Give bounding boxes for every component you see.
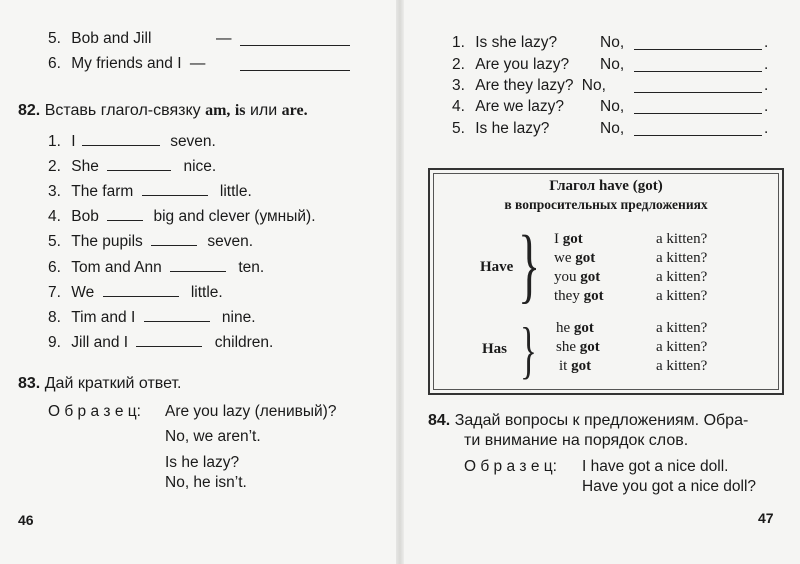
dash: — [216, 30, 232, 47]
item-text: ten. [238, 259, 265, 276]
subject: we [554, 250, 572, 266]
has-row-1-object: a kitten? [656, 320, 708, 336]
ex83-sample-line-3: Is he lazy? [165, 454, 240, 471]
answer-blank[interactable] [634, 57, 762, 72]
item-text: little. [219, 183, 252, 200]
instruction-text: Задай вопросы к предложениям. Обра- [454, 412, 749, 429]
instruction-text: Вставь глагол-связку [44, 102, 201, 119]
answer-blank[interactable] [240, 56, 350, 71]
ex82-item-5 [48, 231, 253, 252]
verb: got [575, 250, 596, 266]
item-number: 2. [452, 56, 465, 73]
keyword-am: am, [205, 102, 231, 119]
ex84-sample-line-1: I have got a nice doll. [582, 458, 729, 475]
ex82-item-4 [48, 206, 316, 227]
item-text: Tim and I [71, 309, 136, 326]
item-number: 7. [48, 284, 61, 301]
item-text: nice. [183, 158, 217, 175]
item-number: 5. [48, 30, 61, 47]
ex83-sample-label: О б р а з е ц: [48, 403, 141, 420]
question-text: Is he lazy? [475, 120, 550, 137]
item-text: children. [214, 334, 274, 351]
subject: she [556, 339, 576, 355]
item-text: Tom and Ann [71, 259, 162, 276]
box-subtitle: в вопросительных предложениях [504, 197, 708, 212]
have-row-1 [554, 231, 583, 248]
ex82-item-8 [48, 307, 256, 328]
subject: you [554, 269, 577, 285]
verb: got [571, 358, 592, 374]
question-3 [452, 76, 769, 96]
keyword-are: are. [281, 102, 308, 119]
answer-start: No, [600, 56, 625, 73]
question-1 [452, 33, 769, 53]
item-number: 1. [48, 133, 61, 150]
left-item-6 [48, 54, 205, 74]
item-text: The farm [71, 183, 134, 200]
answer-start: No, [600, 98, 625, 115]
ex84-sample-line-2: Have you got a nice doll? [582, 478, 757, 495]
question-text: Is she lazy? [475, 34, 558, 51]
answer-start: No, [600, 34, 625, 51]
item-text: little. [190, 284, 223, 301]
item-number: 8. [48, 309, 61, 326]
item-text: I [71, 133, 76, 150]
item-text: The pupils [71, 233, 143, 250]
has-row-3 [559, 358, 591, 375]
item-number: 2. [48, 158, 61, 175]
item-text: We [71, 284, 95, 301]
exercise-84-instruction-2: ти внимание на порядок слов. [464, 432, 689, 449]
answer-blank[interactable] [144, 307, 210, 322]
verb: got [562, 231, 583, 247]
have-row-4 [554, 288, 604, 305]
answer-blank[interactable] [82, 131, 160, 146]
item-text: Jill and I [71, 334, 129, 351]
ex82-item-1 [48, 131, 216, 152]
subject: I [554, 231, 559, 247]
have-row-2-object: a kitten? [656, 250, 708, 266]
item-text: nine. [221, 309, 256, 326]
left-item-5 [48, 29, 232, 49]
answer-blank[interactable] [136, 332, 202, 347]
item-number: 1. [452, 34, 465, 51]
exercise-number: 83. [18, 375, 41, 392]
page-number-left: 46 [18, 512, 34, 528]
have-row-3-object: a kitten? [656, 269, 708, 285]
answer-blank[interactable] [634, 99, 762, 114]
item-text: Bob and Jill [71, 30, 152, 47]
answer-blank[interactable] [634, 35, 762, 50]
item-number: 9. [48, 334, 61, 351]
ex84-sample-label: О б р а з е ц: [464, 458, 557, 475]
item-text: My friends and I [71, 55, 182, 72]
instruction-text: или [249, 102, 278, 119]
instruction-text: Дай краткий ответ. [44, 375, 182, 392]
has-row-2-object: a kitten? [656, 339, 708, 355]
item-number: 3. [48, 183, 61, 200]
dash: — [189, 55, 206, 72]
item-number: 4. [452, 98, 465, 115]
subject: he [556, 320, 571, 336]
item-text: seven. [170, 133, 216, 150]
answer-start: No, [581, 77, 606, 94]
item-text: She [71, 158, 99, 175]
period: . [764, 98, 769, 115]
verb: got [573, 320, 594, 336]
answer-blank[interactable] [151, 231, 197, 246]
item-text: big and clever (умный). [153, 208, 316, 225]
answer-blank[interactable] [634, 78, 762, 93]
item-number: 3. [452, 77, 465, 94]
item-number: 5. [452, 120, 465, 137]
ex83-sample-line-1: Are you lazy (ленивый)? [165, 403, 337, 420]
item-number: 6. [48, 259, 61, 276]
period: . [764, 34, 769, 51]
have-brace-icon: } [518, 219, 541, 312]
ex82-item-7 [48, 282, 223, 303]
have-row-4-object: a kitten? [656, 288, 708, 304]
item-number: 4. [48, 208, 61, 225]
verb: got [583, 288, 604, 304]
exercise-number: 84. [428, 412, 451, 429]
subject: it [559, 358, 568, 374]
ex82-item-6 [48, 257, 264, 278]
subject: they [554, 288, 580, 304]
answer-blank[interactable] [142, 181, 208, 196]
has-brace-icon: } [520, 314, 537, 385]
exercise-84-heading [428, 411, 748, 431]
ex82-item-3 [48, 181, 252, 202]
question-2 [452, 55, 769, 75]
item-number: 6. [48, 55, 61, 72]
question-5 [452, 119, 769, 139]
page-number-right: 47 [758, 510, 774, 526]
ex83-sample-line-2: No, we aren’t. [165, 428, 261, 445]
answer-start: No, [600, 120, 625, 137]
box-title: Глагол have (got) [549, 178, 663, 194]
verb: got [579, 339, 600, 355]
ex83-sample-line-4: No, he isn’t. [165, 474, 247, 491]
have-row-1-object: a kitten? [656, 231, 708, 247]
question-4 [452, 97, 769, 117]
exercise-83-heading [18, 374, 181, 394]
period: . [764, 77, 769, 94]
answer-blank[interactable] [107, 206, 143, 221]
has-row-1 [556, 320, 594, 337]
item-text: Bob [71, 208, 99, 225]
period: . [764, 56, 769, 73]
ex82-item-9 [48, 332, 273, 353]
have-row-3 [554, 269, 600, 286]
answer-blank[interactable] [103, 282, 179, 297]
exercise-number: 82. [18, 102, 41, 119]
answer-blank[interactable] [107, 156, 171, 171]
keyword-is: is [234, 102, 246, 119]
answer-blank[interactable] [240, 31, 350, 46]
have-label: Have [480, 259, 514, 275]
answer-blank[interactable] [634, 121, 762, 136]
question-text: Are they lazy? [475, 77, 574, 94]
book-fold [396, 0, 404, 564]
ex82-item-2 [48, 156, 216, 177]
item-text: seven. [207, 233, 254, 250]
item-number: 5. [48, 233, 61, 250]
has-row-3-object: a kitten? [656, 358, 708, 374]
question-text: Are you lazy? [475, 56, 570, 73]
period: . [764, 120, 769, 137]
exercise-82-heading [18, 101, 308, 121]
has-row-2 [556, 339, 600, 356]
grammar-box [428, 168, 784, 395]
answer-blank[interactable] [170, 257, 226, 272]
question-text: Are we lazy? [475, 98, 564, 115]
verb: got [580, 269, 601, 285]
have-row-2 [554, 250, 595, 267]
has-label: Has [482, 341, 508, 357]
